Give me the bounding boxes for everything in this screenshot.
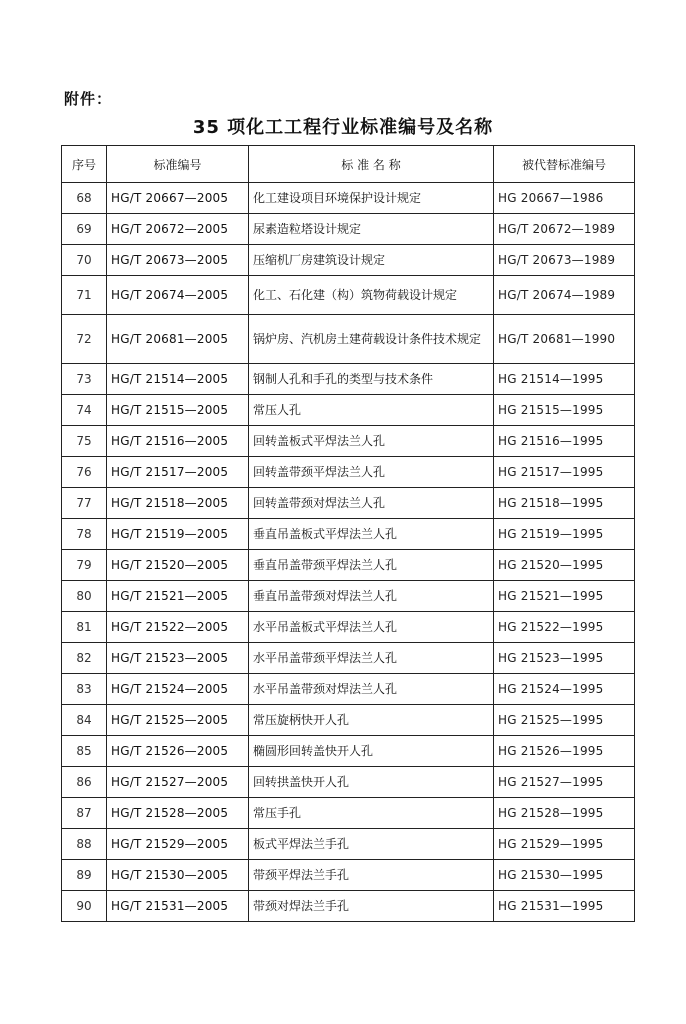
row-seq: 82 [62,643,107,674]
row-replaced: HG 21517—1995 [494,457,635,488]
row-replaced: HG 21516—1995 [494,426,635,457]
row-replaced: HG 21531—1995 [494,891,635,922]
row-code: HG/T 21523—2005 [107,643,249,674]
row-code: HG/T 21517—2005 [107,457,249,488]
row-replaced: HG 21515—1995 [494,395,635,426]
row-name: 垂直吊盖带颈平焊法兰人孔 [249,550,494,581]
table-row [62,643,635,674]
row-name: 水平吊盖带颈对焊法兰人孔 [249,674,494,705]
row-seq: 74 [62,395,107,426]
header-name: 标 准 名 称 [249,146,494,183]
table-row [62,829,635,860]
row-name: 垂直吊盖带颈对焊法兰人孔 [249,581,494,612]
row-code: HG/T 20672—2005 [107,214,249,245]
row-code: HG/T 21531—2005 [107,891,249,922]
row-code: HG/T 21515—2005 [107,395,249,426]
table-row [62,674,635,705]
row-replaced: HG 21518—1995 [494,488,635,519]
row-seq: 76 [62,457,107,488]
row-code: HG/T 21528—2005 [107,798,249,829]
row-name: 回转盖板式平焊法兰人孔 [249,426,494,457]
row-seq: 85 [62,736,107,767]
table-row [62,364,635,395]
row-name: 带颈平焊法兰手孔 [249,860,494,891]
row-code: HG/T 21514—2005 [107,364,249,395]
row-name: 椭圆形回转盖快开人孔 [249,736,494,767]
row-replaced: HG 21530—1995 [494,860,635,891]
row-seq: 87 [62,798,107,829]
row-replaced: HG 21529—1995 [494,829,635,860]
row-code: HG/T 21524—2005 [107,674,249,705]
table-row [62,245,635,276]
row-name: 回转盖带颈对焊法兰人孔 [249,488,494,519]
row-seq: 86 [62,767,107,798]
row-name: 常压旋柄快开人孔 [249,705,494,736]
row-name: 回转拱盖快开人孔 [249,767,494,798]
row-name: 压缩机厂房建筑设计规定 [249,245,494,276]
row-code: HG/T 20673—2005 [107,245,249,276]
row-seq: 90 [62,891,107,922]
row-name: 板式平焊法兰手孔 [249,829,494,860]
row-replaced: HG 21519—1995 [494,519,635,550]
table-row [62,891,635,922]
row-name: 水平吊盖板式平焊法兰人孔 [249,612,494,643]
row-code: HG/T 21520—2005 [107,550,249,581]
row-code: HG/T 21530—2005 [107,860,249,891]
row-replaced: HG 21521—1995 [494,581,635,612]
row-name: 尿素造粒塔设计规定 [249,214,494,245]
table-row [62,736,635,767]
row-code: HG/T 21527—2005 [107,767,249,798]
row-name: 化工、石化建（构）筑物荷载设计规定 [249,276,494,315]
row-name: 常压手孔 [249,798,494,829]
row-seq: 80 [62,581,107,612]
row-replaced: HG/T 20674—1989 [494,276,635,315]
row-seq: 77 [62,488,107,519]
table-row [62,395,635,426]
table-row [62,767,635,798]
row-replaced: HG 21514—1995 [494,364,635,395]
row-seq: 88 [62,829,107,860]
table-header-row [62,146,635,183]
row-replaced: HG/T 20681—1990 [494,315,635,364]
row-name: 锅炉房、汽机房土建荷载设计条件技术规定 [249,315,494,364]
row-replaced: HG 21523—1995 [494,643,635,674]
row-code: HG/T 21518—2005 [107,488,249,519]
row-code: HG/T 20674—2005 [107,276,249,315]
row-name: 回转盖带颈平焊法兰人孔 [249,457,494,488]
table-row [62,612,635,643]
row-name: 化工建设项目环境保护设计规定 [249,183,494,214]
table-row [62,705,635,736]
row-code: HG/T 21525—2005 [107,705,249,736]
row-name: 带颈对焊法兰手孔 [249,891,494,922]
row-replaced: HG 21525—1995 [494,705,635,736]
table-row [62,798,635,829]
table-row [62,214,635,245]
table-row [62,860,635,891]
row-code: HG/T 20681—2005 [107,315,249,364]
row-code: HG/T 20667—2005 [107,183,249,214]
page-title: 35 项化工工程行业标准编号及名称 [192,117,494,138]
table-row [62,426,635,457]
row-replaced: HG 21520—1995 [494,550,635,581]
row-seq: 84 [62,705,107,736]
table-row [62,488,635,519]
standards-table [61,145,635,922]
header-seq: 序号 [62,146,107,183]
row-name: 钢制人孔和手孔的类型与技术条件 [249,364,494,395]
row-seq: 83 [62,674,107,705]
table-row [62,581,635,612]
row-code: HG/T 21519—2005 [107,519,249,550]
table-row [62,519,635,550]
header-replaced: 被代替标准编号 [494,146,635,183]
row-replaced: HG/T 20673—1989 [494,245,635,276]
row-code: HG/T 21529—2005 [107,829,249,860]
header-code: 标准编号 [107,146,249,183]
row-seq: 68 [62,183,107,214]
table-row [62,315,635,364]
row-seq: 79 [62,550,107,581]
table-row [62,550,635,581]
row-code: HG/T 21526—2005 [107,736,249,767]
row-code: HG/T 21522—2005 [107,612,249,643]
row-seq: 75 [62,426,107,457]
row-seq: 81 [62,612,107,643]
row-seq: 69 [62,214,107,245]
row-replaced: HG 21528—1995 [494,798,635,829]
table-row [62,276,635,315]
row-seq: 71 [62,276,107,315]
row-seq: 73 [62,364,107,395]
row-seq: 89 [62,860,107,891]
row-replaced: HG 21527—1995 [494,767,635,798]
row-seq: 72 [62,315,107,364]
table-row [62,183,635,214]
row-name: 垂直吊盖板式平焊法兰人孔 [249,519,494,550]
row-name: 水平吊盖带颈平焊法兰人孔 [249,643,494,674]
row-replaced: HG 20667—1986 [494,183,635,214]
row-replaced: HG 21524—1995 [494,674,635,705]
row-name: 常压人孔 [249,395,494,426]
row-replaced: HG 21526—1995 [494,736,635,767]
attachment-label: 附件： [64,90,113,108]
row-replaced: HG/T 20672—1989 [494,214,635,245]
row-replaced: HG 21522—1995 [494,612,635,643]
row-seq: 78 [62,519,107,550]
table-row [62,457,635,488]
row-code: HG/T 21521—2005 [107,581,249,612]
row-code: HG/T 21516—2005 [107,426,249,457]
row-seq: 70 [62,245,107,276]
